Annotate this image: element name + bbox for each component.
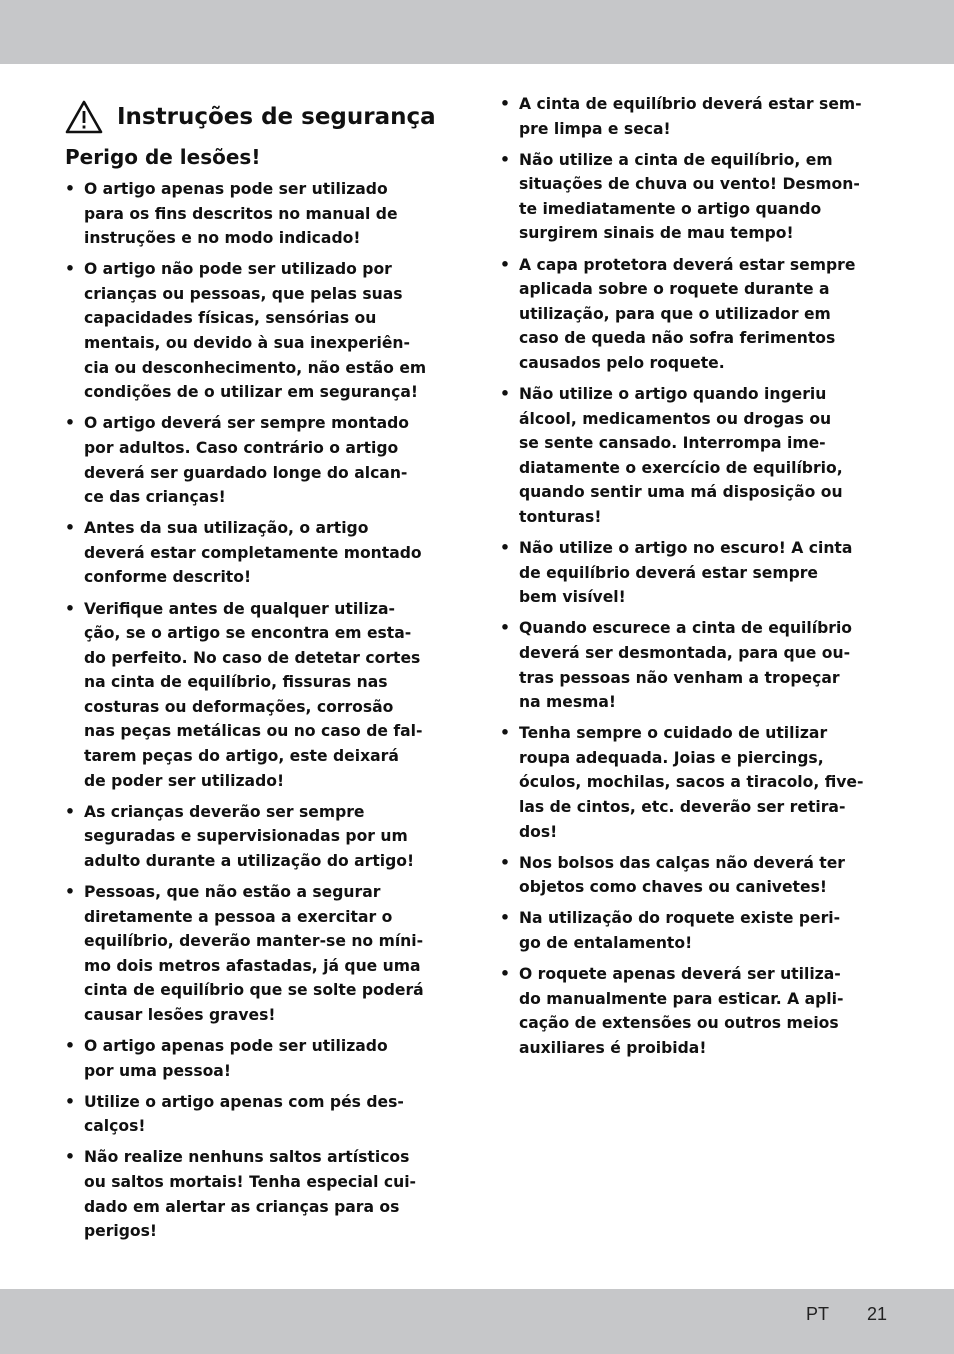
list-item-text: O artigo apenas pode ser utilizado por uma pessoa! (84, 1037, 388, 1080)
bullet-icon: • (500, 150, 510, 169)
footer-language: PT (806, 1304, 830, 1324)
page-title: Instruções de segurança (117, 104, 436, 130)
list-item (65, 411, 460, 509)
header-bar (0, 0, 954, 64)
list-item-text: Não utilize o artigo quando ingeriu álcool, medicamentos ou drogas ou se sente cansado. Interrompa ime- diatamente o exercício de equilíbrio, quando sentir uma má disposição ou tonturas! (519, 385, 843, 526)
list-item-text: As crianças deverão ser sempre seguradas e supervisionadas por um adulto durante a utilização do artigo! (84, 802, 415, 870)
warning-triangle-icon (65, 100, 103, 134)
bullet-icon: • (500, 619, 510, 638)
list-item (65, 1034, 460, 1083)
list-item-text: O artigo deverá ser sempre montado por adultos. Caso contrário o artigo deverá ser guardado longe do alcan- ce das crianças! (84, 414, 409, 507)
bullet-icon: • (65, 260, 75, 279)
list-item-text: Na utilização do roquete existe peri- go de entalamento! (519, 909, 841, 952)
page-number: 21 (867, 1304, 888, 1324)
list-item (65, 177, 460, 251)
list-item-text: Tenha sempre o cuidado de utilizar roupa adequada. Joias e piercings, óculos, mochilas, sacos a tiracolo, five- las de cintos, etc. deverão ser retira- dos! (519, 724, 864, 841)
list-item (65, 1145, 460, 1243)
bullet-icon: • (65, 1092, 75, 1111)
bullet-icon: • (500, 965, 510, 984)
bullet-icon: • (500, 724, 510, 743)
bullet-icon: • (500, 95, 510, 113)
bullet-icon: • (65, 1148, 75, 1167)
list-item (65, 597, 460, 794)
bullet-icon: • (500, 853, 510, 872)
bullet-icon: • (65, 599, 75, 618)
list-item (65, 516, 460, 590)
list-item (500, 851, 900, 900)
list-item-text: Pessoas, que não estão a segurar diretamente a pessoa a exercitar o equilíbrio, deverão manter-se no míni- mo dois metros afastadas, já que uma cinta de equilíbrio que se solte poderá causar lesões graves! (84, 883, 424, 1024)
bullet-icon: • (65, 414, 75, 433)
list-item (500, 253, 900, 376)
list-item (65, 257, 460, 405)
list-item (500, 92, 900, 141)
list-item (500, 536, 900, 610)
bullet-icon: • (65, 180, 75, 198)
bullet-icon: • (500, 385, 510, 404)
list-item (65, 880, 460, 1028)
list-item (500, 721, 900, 844)
right-column-list (500, 92, 900, 1067)
bullet-icon: • (65, 802, 75, 821)
bullet-icon: • (65, 519, 75, 538)
section-heading (65, 100, 436, 134)
list-item-text: Verifique antes de qualquer utiliza- ção, se o artigo se encontra em esta- do perfeito. No caso de detetar cortes na cinta de equilíbrio, fissuras nas costuras ou deformações, corrosão nas peças metálicas ou no caso de fal- tarem peças do artigo, este deixará de poder ser utilizado! (84, 599, 423, 790)
list-item-text: O artigo apenas pode ser utilizado para os fins descritos no manual de instruções e no modo indicado! (84, 180, 398, 248)
list-item-text: Não utilize o artigo no escuro! A cinta de equilíbrio deverá estar sempre bem visível! (519, 539, 853, 607)
list-item-text: Quando escurece a cinta de equilíbrio deverá ser desmontada, para que ou- tras pessoas não venham a tropeçar na mesma! (519, 619, 853, 712)
left-column-list (65, 177, 460, 1250)
list-item-text: O artigo não pode ser utilizado por crianças ou pessoas, que pelas suas capacidades físicas, sensórias ou mentais, ou devido à sua inexperiên- cia ou desconhecimento, não estão em condições de o utilizar em segurança! (84, 260, 427, 402)
bullet-icon: • (65, 883, 75, 902)
list-item (65, 800, 460, 874)
section-subtitle: Perigo de lesões! (65, 145, 261, 169)
list-item-text: Nos bolsos das calças não deverá ter objetos como chaves ou canivetes! (519, 853, 845, 897)
bullet-icon: • (500, 255, 510, 274)
list-item (500, 616, 900, 714)
list-item-text: Não utilize a cinta de equilíbrio, em situações de chuva ou vento! Desmon- te imediatamente o artigo quando surgirem sinais de mau tempo! (519, 150, 860, 243)
list-item (500, 962, 900, 1060)
bullet-icon: • (65, 1037, 75, 1056)
list-item-text: O roquete apenas deverá ser utiliza- do manualmente para esticar. A apli- cação de extensões ou outros meios auxiliares é proibida! (519, 965, 844, 1057)
bullet-icon: • (500, 909, 510, 928)
list-item-text: Antes da sua utilização, o artigo deverá estar completamente montado conforme descrito! (84, 519, 422, 587)
list-item-text: Utilize o artigo apenas com pés des- calços! (84, 1092, 404, 1136)
list-item (500, 148, 900, 246)
list-item (65, 1090, 460, 1139)
bullet-icon: • (500, 539, 510, 558)
list-item-text: A capa protetora deverá estar sempre aplicada sobre o roquete durante a utilização, para que o utilizador em caso de queda não sofra ferimentos causados pelo roquete. (519, 255, 856, 372)
list-item (500, 906, 900, 955)
list-item (500, 382, 900, 530)
list-item-text: A cinta de equilíbrio deverá estar sem- pre limpa e seca! (519, 95, 862, 138)
list-item-text: Não realize nenhuns saltos artísticos ou saltos mortais! Tenha especial cui- dado em alertar as crianças para os perigos! (84, 1148, 417, 1241)
